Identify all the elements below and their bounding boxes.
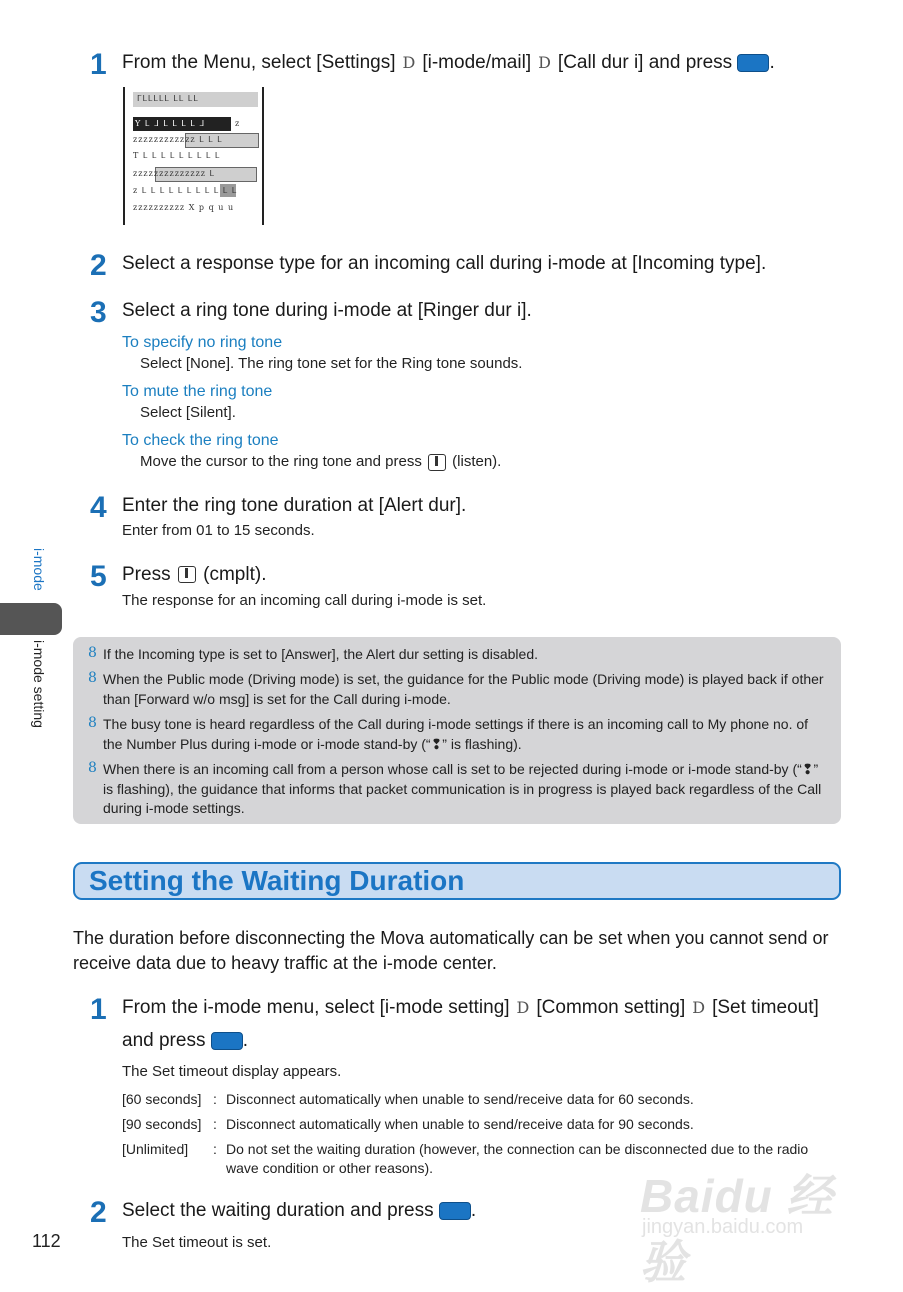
step-2-number: 2 bbox=[90, 249, 107, 282]
s2-step-1-line2 bbox=[122, 1029, 248, 1053]
step-5-sub: The response for an incoming call during i-mode is set. bbox=[122, 592, 487, 609]
note-bullet-icon: 8 bbox=[88, 670, 97, 686]
option-desc: Disconnect automatically when unable to send/receive data for 60 seconds. bbox=[226, 1091, 694, 1107]
sidebar-subsection-label: i-mode setting bbox=[31, 640, 47, 728]
step-1-mid1: [i-mode/mail] bbox=[422, 52, 532, 73]
option-sep: : bbox=[213, 1141, 217, 1157]
option-key: [60 seconds] bbox=[122, 1091, 202, 1107]
menu-key-icon bbox=[737, 54, 769, 72]
step-5-pre: Press bbox=[122, 564, 171, 585]
step-4-sub: Enter from 01 to 15 seconds. bbox=[122, 522, 315, 539]
s2-step-1-post: [Set timeout] bbox=[712, 997, 819, 1018]
s2-step-2-end: . bbox=[470, 1200, 477, 1221]
step-2-text: Select a response type for an incoming call during i-mode at [Incoming type]. bbox=[122, 253, 767, 274]
s2-step-2-text bbox=[122, 1199, 476, 1223]
option-desc: Do not set the waiting duration (however, the connection can be disconnected due to the radio wave condition or other reasons). bbox=[226, 1141, 809, 1176]
option-key: [Unlimited] bbox=[122, 1141, 189, 1157]
s2-step-1-end: . bbox=[242, 1030, 249, 1051]
sidebar-section-label: i-mode bbox=[31, 548, 47, 591]
s2-step-1-line2-text: and press bbox=[122, 1030, 206, 1051]
step-1-mid2: [Call dur i] and press bbox=[557, 52, 733, 73]
sub-body-check-post: (listen). bbox=[452, 453, 502, 470]
step-5-number: 5 bbox=[90, 560, 107, 593]
sidebar-tab bbox=[0, 603, 62, 635]
arrow-icon: D bbox=[402, 53, 416, 72]
phone-screen-illustration: ᒥᒪᒪᒪᒪᒪ ᒪᒪ ᒪᒪ Y ᒪ ᒧ ᒪ ᒪ ᒪ ᒪ ᒧ z zzzzzzzzzzzz ᒪ ᒪ ᒪ T ᒪ ᒪ ᒪ ᒪ ᒪ ᒪ ᒪ ᒪ ᒪ zzzzzzzzzzzzzz ᒪ z ᒪ ᒪ ᒪ ᒪ ᒪ ᒪ ᒪ ᒪ ᒪ ᒪ ᒪ zzzzzzzzzz X p q u u bbox=[123, 87, 264, 225]
step-4-text: Enter the ring tone duration at [Alert dur]. bbox=[122, 495, 467, 516]
note-1: If the Incoming type is set to [Answer], the Alert dur setting is disabled. bbox=[103, 646, 538, 662]
sub-body-check-pre: Move the cursor to the ring tone and press bbox=[140, 453, 422, 470]
watermark bbox=[640, 1150, 850, 1288]
step-1-pre: From the Menu, select [Settings] bbox=[122, 52, 396, 73]
menu-key-icon bbox=[439, 1202, 471, 1220]
s2-step-1-pre: From the i-mode menu, select [i-mode setting] bbox=[122, 997, 510, 1018]
menu-key-icon bbox=[211, 1032, 243, 1050]
step-1-end: . bbox=[769, 52, 775, 73]
s2-step-1-mid: [Common setting] bbox=[536, 997, 686, 1018]
sub-heading-check: To check the ring tone bbox=[122, 432, 279, 449]
step-1-number: 1 bbox=[90, 48, 107, 81]
arrow-icon: D bbox=[516, 998, 530, 1017]
note-2: When the Public mode (Driving mode) is set, the guidance for the Public mode (Driving mode) is played back if other than [Forward w/o msg] is set for the Call during i-mode. bbox=[103, 671, 824, 707]
s2-step-1-sub: The Set timeout display appears. bbox=[122, 1063, 342, 1080]
arrow-icon: D bbox=[538, 53, 551, 72]
option-sep: : bbox=[213, 1116, 217, 1132]
sub-body-mute: Select [Silent]. bbox=[140, 404, 236, 421]
s2-step-1-number: 1 bbox=[90, 993, 107, 1026]
i-key-icon bbox=[428, 454, 446, 471]
page-number: 112 bbox=[32, 1231, 61, 1251]
arrow-icon: D bbox=[692, 998, 706, 1017]
note-bullet-icon: 8 bbox=[88, 715, 97, 731]
step-5-text bbox=[122, 563, 266, 587]
step-3-number: 3 bbox=[90, 296, 107, 329]
note-4: When there is an incoming call from a person whose call is set to be rejected during i-mode or i-mode stand-by (“❢” is flashing), the guidance that informs that packet communication is in progress is played back regardless of the Call during i-mode settings. bbox=[103, 761, 822, 816]
sub-body-no-ring: Select [None]. The ring tone set for the Ring tone sounds. bbox=[140, 355, 523, 372]
watermark-url: jingyan.baidu.com bbox=[642, 1216, 804, 1238]
section-header bbox=[73, 862, 841, 900]
step-3-text: Select a ring tone during i-mode at [Ringer dur i]. bbox=[122, 300, 532, 321]
s2-step-2-main: Select the waiting duration and press bbox=[122, 1200, 434, 1221]
step-1-text bbox=[122, 51, 775, 75]
s2-step-1-text bbox=[122, 996, 819, 1020]
option-key: [90 seconds] bbox=[122, 1116, 202, 1132]
sub-heading-no-ring: To specify no ring tone bbox=[122, 334, 283, 351]
watermark-logo: Baidu 经验 bbox=[640, 1170, 834, 1288]
i-key-icon bbox=[178, 566, 196, 583]
s2-step-2-number: 2 bbox=[90, 1196, 107, 1229]
section-intro: The duration before disconnecting the Mova automatically can be set when you cannot send or receive data due to heavy traffic at the i-mode center. bbox=[73, 928, 829, 973]
note-bullet-icon: 8 bbox=[88, 645, 97, 661]
step-5-post: (cmplt). bbox=[203, 564, 267, 585]
note-bullet-icon: 8 bbox=[88, 760, 97, 776]
note-3: The busy tone is heard regardless of the Call during i-mode settings if there is an incoming call to My phone no. of the Number Plus during i-mode or i-mode stand-by (“❢” is flashing). bbox=[103, 716, 809, 752]
option-sep: : bbox=[213, 1091, 217, 1107]
sub-heading-mute: To mute the ring tone bbox=[122, 383, 273, 400]
option-desc: Disconnect automatically when unable to send/receive data for 90 seconds. bbox=[226, 1116, 694, 1132]
step-4-number: 4 bbox=[90, 491, 107, 524]
s2-step-2-sub: The Set timeout is set. bbox=[122, 1234, 272, 1251]
section-title: Setting the Waiting Duration bbox=[89, 865, 465, 896]
sub-body-check bbox=[140, 452, 501, 472]
